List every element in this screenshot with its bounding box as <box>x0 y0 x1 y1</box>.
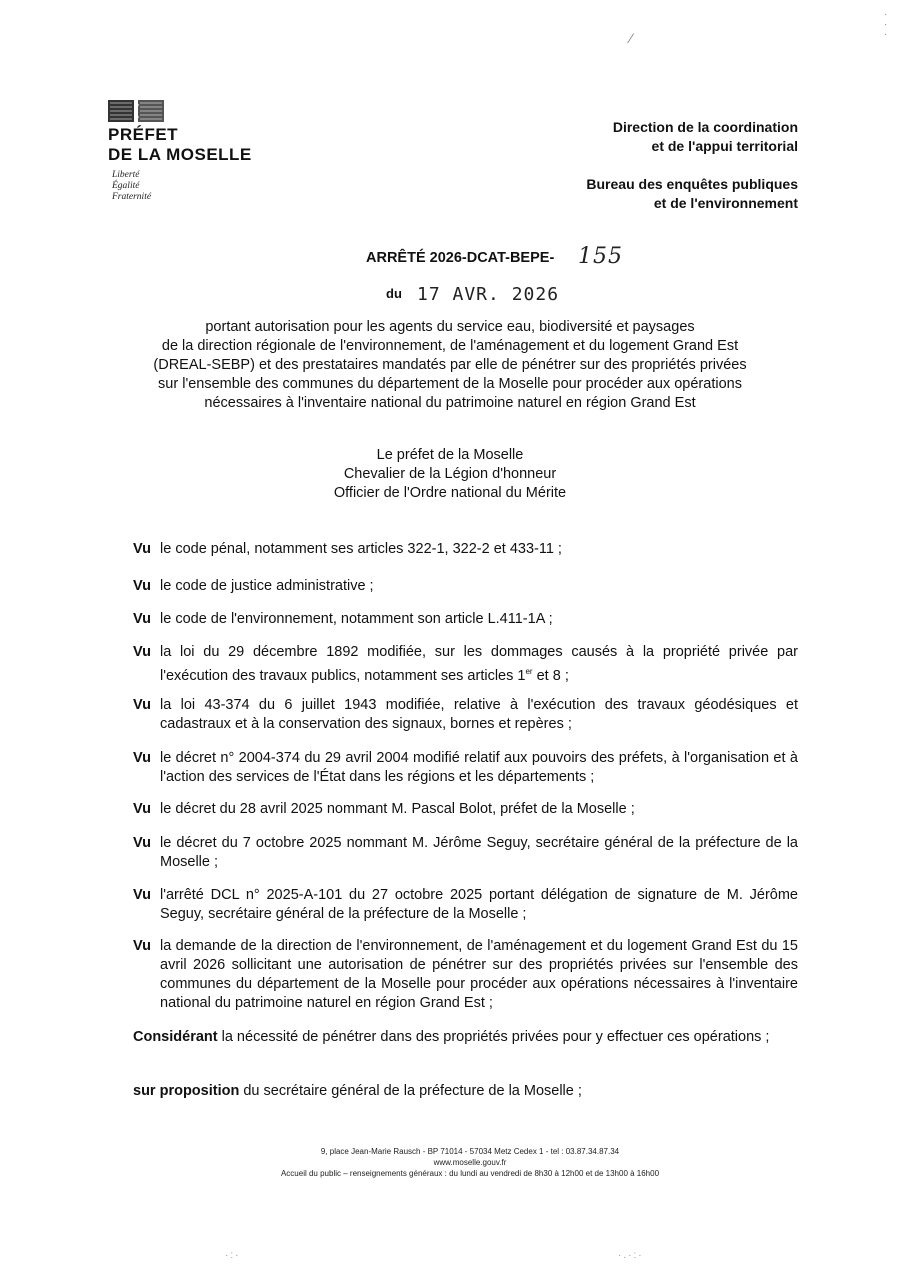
objet-line-2: de la direction régionale de l'environnement, de l'aménagement et du logement Grand Est <box>161 338 739 354</box>
visa-item <box>133 540 798 559</box>
proposition-text <box>133 1082 798 1101</box>
bureau-line-2: et de l'environnement <box>653 195 798 211</box>
visa-text <box>160 643 798 686</box>
direction-block <box>613 118 798 156</box>
autorite-line-2: Chevalier de la Légion d'honneur <box>343 466 557 482</box>
vu-label: Vu <box>133 644 151 660</box>
autorite-line-3: Officier de l'Ordre national du Mérite <box>333 485 567 501</box>
considerant-label: Considérant <box>133 1029 218 1045</box>
arrete-objet <box>100 318 800 413</box>
visa-text: le code pénal, notamment ses articles 322-1, 322-2 et 433-11 ; <box>160 541 562 557</box>
marianne-logo-icon <box>108 100 164 122</box>
objet-line-4: sur l'ensemble des communes du département de la Moselle pour procéder aux opérations <box>158 376 742 392</box>
footer-address: 9, place Jean-Marie Rausch - BP 71014 - 57034 Metz Cedex 1 - tel : 03.87.34.87.34 <box>320 1147 620 1156</box>
devise-fraternite: Fraternité <box>112 192 152 202</box>
scan-margin-mark: · · · <box>884 9 888 40</box>
devise-egalite: Égalité <box>112 181 140 191</box>
vu-label: Vu <box>133 578 151 594</box>
prefet-title: PRÉFET <box>108 125 179 144</box>
date-stamp: 17 AVR. 2026 <box>417 284 560 305</box>
visa-text: le code de l'environnement, notamment son article L.411-1A ; <box>160 611 553 627</box>
vu-label: Vu <box>133 541 151 557</box>
visa-text-part: la loi du 29 décembre 1892 modifiée, sur les dommages causés à la propriété privée par l'exécution des travaux publics, notamment ses articles 1 <box>160 644 798 684</box>
visa-text-part: et 8 ; <box>532 667 569 684</box>
visa-item <box>133 643 798 686</box>
visa-item <box>133 749 798 787</box>
footer-website: www.moselle.gouv.fr <box>433 1158 507 1167</box>
devise-liberte: Liberté <box>112 170 140 180</box>
vu-label: Vu <box>133 835 151 851</box>
considerant-text <box>133 1028 798 1047</box>
visa-item <box>133 937 798 1013</box>
visa-item <box>133 577 798 596</box>
visa-text: le décret du 7 octobre 2025 nommant M. Jérôme Seguy, secrétaire général de la préfecture de la Moselle ; <box>160 835 798 870</box>
objet-line-1: portant autorisation pour les agents du service eau, biodiversité et paysages <box>205 319 695 335</box>
visa-text: l'arrêté DCL n° 2025-A-101 du 27 octobre 2025 portant délégation de signature de M. Jérôme Seguy, secrétaire général de la préfecture de la Moselle ; <box>160 887 798 922</box>
vu-label: Vu <box>133 750 151 766</box>
autorite-line-1: Le préfet de la Moselle <box>376 447 524 463</box>
proposition-label: sur proposition <box>133 1083 240 1099</box>
direction-line-1: Direction de la coordination <box>612 119 798 135</box>
page-footer <box>150 1146 790 1179</box>
visa-item <box>133 610 798 629</box>
devise <box>112 170 151 203</box>
vu-label: Vu <box>133 611 151 627</box>
considerant-body: la nécessité de pénétrer dans des propriétés privées pour y effectuer ces opérations ; <box>217 1029 770 1045</box>
prefet-department: DE LA MOSELLE <box>108 145 252 164</box>
visa-item <box>133 834 798 872</box>
visa-text: la demande de la direction de l'environnement, de l'aménagement et du logement Grand Est du 15 avril 2026 sollicitant une autorisation de pénétrer sur des propriétés privées sur l'ensemble des communes du département de la Moselle pour procéder aux opérations nécessaires à l'inventaire national du patrimoine naturel en région Grand Est ; <box>160 938 798 1011</box>
direction-line-2: et de l'appui territorial <box>651 138 798 154</box>
vu-label: Vu <box>133 887 151 903</box>
vu-label: Vu <box>133 938 151 954</box>
visa-text: le code de justice administrative ; <box>160 578 374 594</box>
arrete-number-handwritten: 155 <box>578 244 623 269</box>
scan-speck: ·.·:· <box>618 1250 644 1261</box>
bureau-block <box>586 175 798 213</box>
date-prefix: du <box>386 286 402 301</box>
bureau-line-1: Bureau des enquêtes publiques <box>586 176 798 192</box>
arrete-title: ARRÊTÉ 2026-DCAT-BEPE- <box>366 250 555 266</box>
visa-superscript: er <box>525 667 533 676</box>
vu-label: Vu <box>133 697 151 713</box>
objet-line-5: nécessaires à l'inventaire national du patrimoine naturel en région Grand Est <box>204 395 696 411</box>
visa-item <box>133 886 798 924</box>
autorite-block <box>100 446 800 503</box>
considerant-item <box>133 1028 798 1047</box>
visa-text: la loi 43-374 du 6 juillet 1943 modifiée, relative à l'exécution des travaux géodésiques et cadastraux et à la conservation des signaux, bornes et repères ; <box>160 697 798 732</box>
visa-item <box>133 800 798 819</box>
footer-hours: Accueil du public – renseignements généraux : du lundi au vendredi de 8h30 à 12h00 et de 13h00 à 16h00 <box>280 1169 660 1178</box>
proposition-body: du secrétaire général de la préfecture de la Moselle ; <box>239 1083 582 1099</box>
scan-mark: ⁄ <box>630 30 633 46</box>
objet-line-3: (DREAL-SEBP) et des prestataires mandatés par elle de pénétrer sur des propriétés privées <box>153 357 747 373</box>
proposition-item <box>133 1082 798 1101</box>
vu-label: Vu <box>133 801 151 817</box>
visa-text: le décret du 28 avril 2025 nommant M. Pascal Bolot, préfet de la Moselle ; <box>160 801 635 817</box>
scan-speck: ·:· <box>225 1250 241 1261</box>
visa-text: le décret n° 2004-374 du 29 avril 2004 modifié relatif aux pouvoirs des préfets, à l'organisation et à l'action des services de l'État dans les régions et les départements ; <box>160 750 798 785</box>
visa-item <box>133 696 798 734</box>
